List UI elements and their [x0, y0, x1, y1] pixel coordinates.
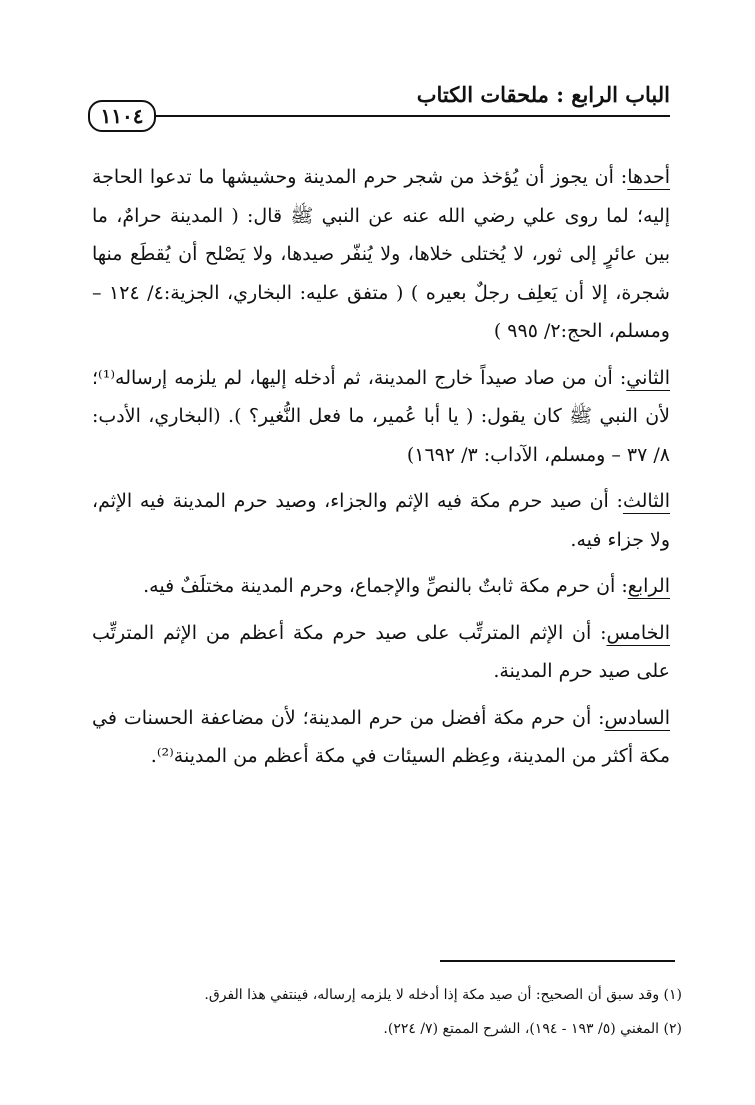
- footnote-1: (١) وقد سبق أن الصحيح: أن صيد مكة إذا أدخله لا يلزمه إرساله، فينتفي هذا الفرق.: [204, 987, 682, 1003]
- paragraph-3: [92, 482, 670, 559]
- paragraph-5: [92, 614, 670, 691]
- paragraph-6: [92, 699, 670, 776]
- paragraph-label: الرابع: [627, 575, 670, 597]
- paragraph-label: السادس: [604, 706, 670, 729]
- footnote-2: (٢) المغني (٥/ ١٩٣ - ١٩٤)، الشرح الممتع (٧/ ٢٢٤).: [383, 1021, 682, 1037]
- paragraph-1: [92, 158, 670, 351]
- paragraph-2: [92, 359, 670, 475]
- header-rule: [100, 115, 670, 117]
- paragraph-text: : أن الإثم المترتِّب على صيد حرم مكة أعظم من الإثم المترتِّب على صيد حرم المدينة.: [92, 621, 670, 682]
- paragraph-4: [92, 567, 670, 606]
- paragraph-text: : أن يجوز أن يُؤخذ من شجر حرم المدينة وحشيشها ما تدعوا الحاجة إليه؛ لما روى علي رضي الله عنه عن النبي ﷺ قال: ( المدينة حرامٌ، ما بين عائرٍ إلى ثور، لا يُختلى خلاها، ولا يُنفّر صيدها، ولا يَصْلح أن يُقطَع منها شجرة، إلا أن يَعلِف رجلٌ بعيره ) ( متفق عليه: البخاري، الجزية:٤/ ١٢٤ – ومسلم، الحج:٢/ ٩٩٥ ): [92, 166, 670, 342]
- paragraph-label: الثاني: [626, 366, 670, 389]
- paragraph-label: الخامس: [606, 621, 670, 644]
- paragraph-text: : أن من صاد صيداً خارج المدينة، ثم أدخله إليها، لم يلزمه إرساله⁽¹⁾؛ لأن النبي ﷺ كان يقول: ( يا أبا عُمير، ما فعل النُّغير؟ ). (البخاري، الأدب: ٨/ ٣٧ – ومسلم، الآداب: ٣/ ١٦٩٢): [92, 366, 670, 466]
- footnotes: [92, 982, 682, 1050]
- page-number: ١١٠٤: [88, 100, 156, 132]
- paragraph-text: : أن حرم مكة ثابتٌ بالنصِّ والإجماع، وحرم المدينة مختلَفٌ فيه.: [143, 575, 628, 597]
- page-header: [88, 72, 670, 132]
- paragraph-label: أحدها: [627, 166, 670, 188]
- paragraph-label: الثالث: [622, 490, 670, 512]
- footnote-separator: [440, 960, 675, 962]
- main-text: [92, 158, 670, 784]
- chapter-title: الباب الرابع : ملحقات الكتاب: [416, 82, 670, 107]
- paragraph-text: : أن صيد حرم مكة فيه الإثم والجزاء، وصيد حرم المدينة فيه الإثم، ولا جزاء فيه.: [92, 490, 670, 551]
- paragraph-text: : أن حرم مكة أفضل من حرم المدينة؛ لأن مضاعفة الحسنات في مكة أكثر من المدينة، وعِظم السيئات في مكة أعظم من المدينة⁽²⁾.: [92, 706, 670, 767]
